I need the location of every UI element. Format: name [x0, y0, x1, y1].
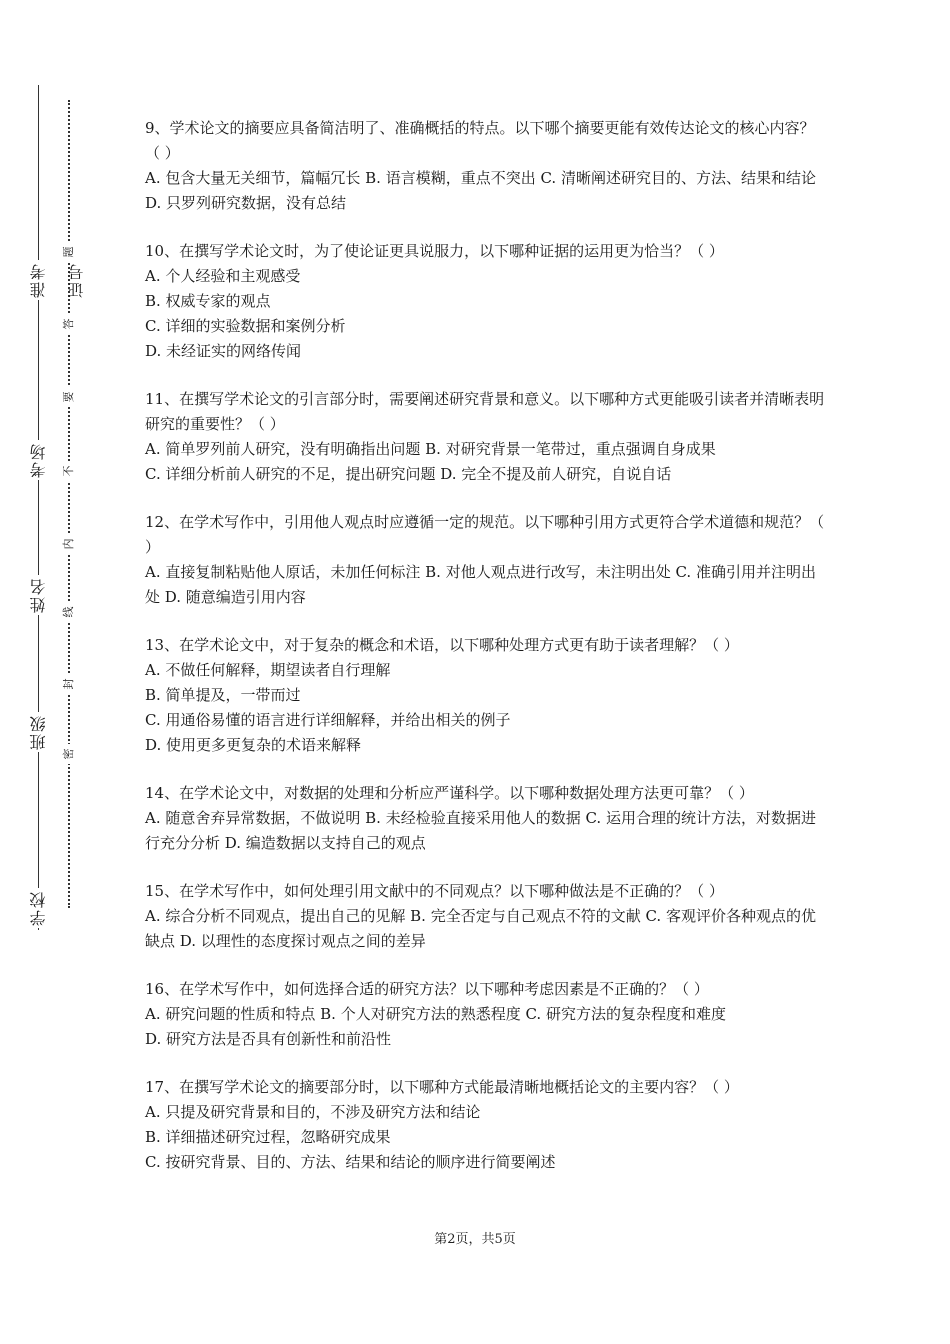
- field-label-school: 学校: [20, 888, 58, 928]
- field-label-exam-number: 准考证号: [20, 260, 58, 300]
- question-item: [145, 977, 825, 1052]
- option-a: A. 个人经验和主观感受: [145, 267, 301, 285]
- option-b: B. 权威专家的观点: [145, 292, 271, 310]
- question-item: [145, 116, 825, 216]
- option-c: C. 用通俗易懂的语言进行详细解释，并给出相关的例子: [145, 711, 511, 729]
- option-a: A. 只提及研究背景和目的，不涉及研究方法和结论: [145, 1103, 481, 1121]
- option-a: A. 不做任何解释，期望读者自行理解: [145, 661, 391, 679]
- option-b: B. 简单提及，一带而过: [145, 686, 301, 704]
- seal-char: 内: [60, 534, 78, 554]
- binding-solid-line: [38, 85, 39, 930]
- options-line: C. 详细分析前人研究的不足，提出研究问题 D. 完全不提及前人研究，自说自话: [145, 465, 672, 483]
- field-label-name: 姓名: [20, 575, 58, 615]
- question-stem: 13、在学术论文中，对于复杂的概念和术语，以下哪种处理方式更有助于读者理解？（ ）: [145, 636, 739, 654]
- seal-char: 线: [60, 602, 78, 622]
- seal-char: 密: [60, 744, 78, 764]
- question-stem: 15、在学术写作中，如何处理引用文献中的不同观点？以下哪种做法是不正确的？（ ）: [145, 882, 724, 900]
- question-item: [145, 510, 825, 610]
- question-item: [145, 879, 825, 954]
- option-d: D. 未经证实的网络传闻: [145, 342, 302, 360]
- question-stem: 16、在学术写作中，如何选择合适的研究方法？以下哪种考虑因素是不正确的？（ ）: [145, 980, 709, 998]
- options-line: D. 研究方法是否具有创新性和前沿性: [145, 1030, 392, 1048]
- option-d: D. 使用更多更复杂的术语来解释: [145, 736, 362, 754]
- page-footer: 第2页，共5页: [434, 1232, 516, 1247]
- seal-char: 答: [60, 314, 78, 334]
- field-label-class: 班级: [20, 712, 58, 752]
- binding-margin: [0, 0, 110, 1344]
- question-item: [145, 387, 825, 487]
- question-stem: 11、在撰写学术论文的引言部分时，需要阐述研究背景和意义。以下哪种方式更能吸引读者并清晰表明研究的重要性？（ ）: [145, 390, 825, 433]
- options-line: A. 研究问题的性质和特点 B. 个人对研究方法的熟悉程度 C. 研究方法的复杂程度和难度: [145, 1005, 726, 1023]
- question-item: [145, 1075, 825, 1175]
- question-stem: 14、在学术论文中，对数据的处理和分析应严谨科学。以下哪种数据处理方法更可靠？（ ）: [145, 784, 754, 802]
- seal-char: 题: [60, 242, 78, 262]
- field-label-exam-room: 考场: [20, 440, 58, 480]
- binding-dotted-line: [68, 100, 70, 908]
- question-stem: 9、学术论文的摘要应具备简洁明了、准确概括的特点。以下哪个摘要更能有效传达论文的核心内容？（ ）: [145, 119, 815, 162]
- question-options: A. 包含大量无关细节，篇幅冗长 B. 语言模糊，重点不突出 C. 清晰阐述研究目的、方法、结果和结论 D. 只罗列研究数据，没有总结: [145, 169, 816, 212]
- options-line: A. 简单罗列前人研究，没有明确指出问题 B. 对研究背景一笔带过，重点强调自身成果: [145, 440, 716, 458]
- question-stem: 10、在撰写学术论文时，为了使论证更具说服力，以下哪种证据的运用更为恰当？（ ）: [145, 242, 724, 260]
- question-options: A. 直接复制粘贴他人原话，未加任何标注 B. 对他人观点进行改写，未注明出处 C. 准确引用并注明出处 D. 随意编造引用内容: [145, 563, 816, 606]
- question-stem: 17、在撰写学术论文的摘要部分时，以下哪种方式能最清晰地概括论文的主要内容？（ ）: [145, 1078, 739, 1096]
- seal-char: 封: [60, 674, 78, 694]
- option-b: B. 详细描述研究过程，忽略研究成果: [145, 1128, 391, 1146]
- question-list: [145, 116, 825, 1198]
- question-item: [145, 633, 825, 758]
- question-item: [145, 239, 825, 364]
- seal-char: 不: [60, 461, 78, 481]
- question-stem: 12、在学术写作中，引用他人观点时应遵循一定的规范。以下哪种引用方式更符合学术道德和规范？（ ）: [145, 513, 825, 556]
- option-c: C. 详细的实验数据和案例分析: [145, 317, 346, 335]
- question-options: A. 综合分析不同观点，提出自己的见解 B. 完全否定与自己观点不符的文献 C. 客观评价各种观点的优缺点 D. 以理性的态度探讨观点之间的差异: [145, 907, 816, 950]
- question-options: A. 随意舍弃异常数据，不做说明 B. 未经检验直接采用他人的数据 C. 运用合理的统计方法，对数据进行充分分析 D. 编造数据以支持自己的观点: [145, 809, 816, 852]
- question-item: [145, 781, 825, 856]
- option-c: C. 按研究背景、目的、方法、结果和结论的顺序进行简要阐述: [145, 1153, 556, 1171]
- seal-char: 要: [60, 387, 78, 407]
